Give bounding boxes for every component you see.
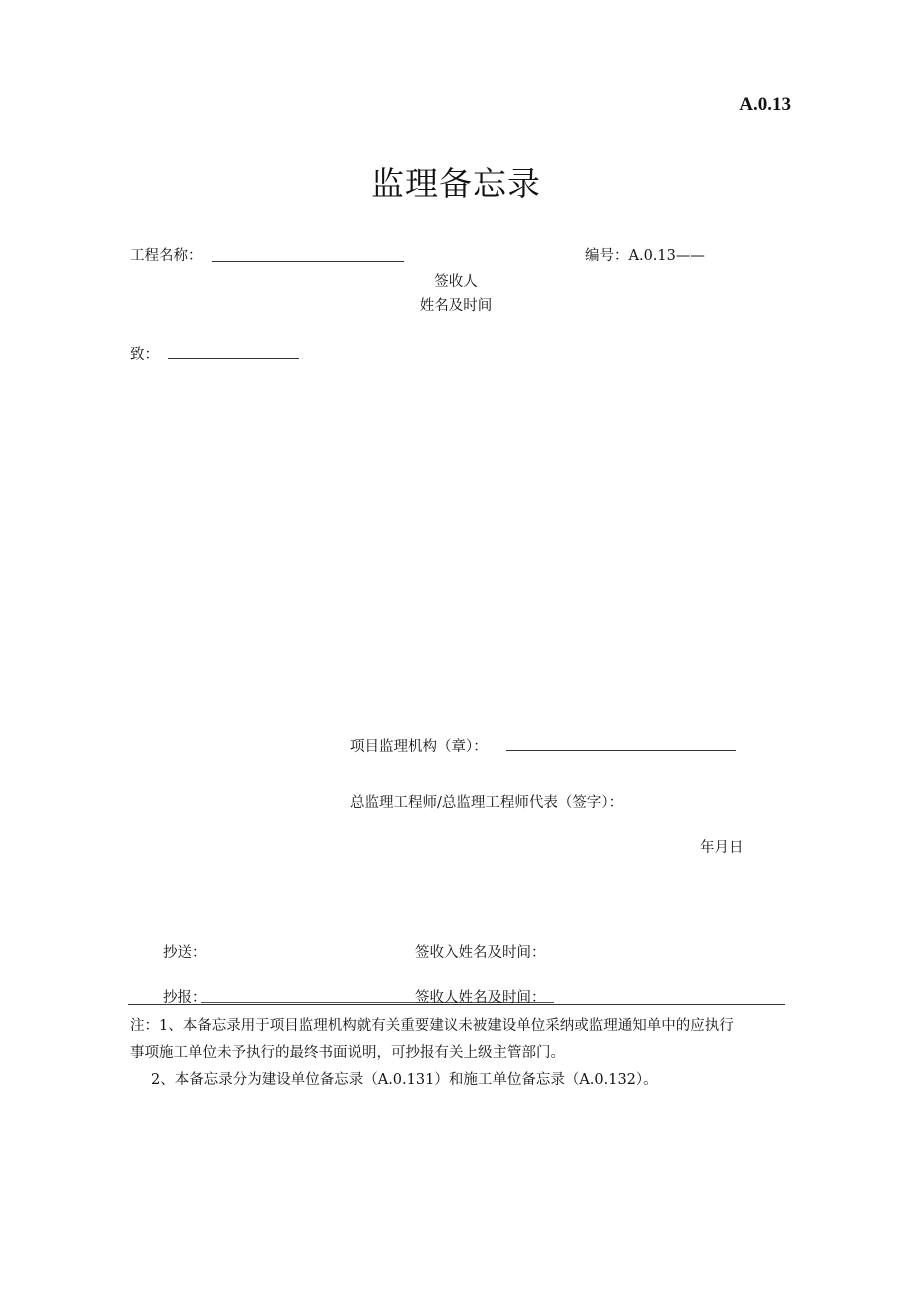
org-seal-label: 项目监理机构（章）： (350, 739, 488, 755)
project-name-field[interactable] (212, 261, 404, 262)
report-label: 抄报： (163, 990, 207, 1006)
note-1-line-2: 事项施工单位未予执行的最终书面说明，可抄报有关上级主管部门。 (130, 1045, 565, 1061)
form-code: A.0.13 (739, 94, 791, 115)
note-1-line-1: 注：1、本备忘录用于项目监理机构就有关重要建议未被建设单位采纳或监理通知单中的应执行 (130, 1018, 734, 1034)
receiver-line-1: 签收人 (434, 274, 478, 290)
date-label: 年月日 (700, 840, 744, 856)
chief-engineer-signature-label: 总监理工程师/总监理工程师代表（签字）： (350, 795, 624, 811)
report-receiver-label: 签收人姓名及时间： (415, 990, 546, 1006)
serial-number-label: 编号：A.0.13—— (585, 248, 705, 264)
note-2: 2、本备忘录分为建设单位备忘录（A.0.131）和施工单位备忘录（A.0.132）。 (151, 1072, 658, 1088)
page-title: 监理备忘录 (371, 164, 541, 203)
project-name-label: 工程名称： (130, 248, 203, 264)
cc-receiver-label: 签收入姓名及时间： (415, 945, 546, 961)
receiver-line-2: 姓名及时间 (419, 298, 493, 314)
to-label: 致： (130, 347, 159, 363)
org-seal-field[interactable] (506, 750, 736, 751)
to-field[interactable] (168, 358, 299, 359)
notes-separator (128, 1004, 785, 1005)
cc-label: 抄送： (163, 945, 207, 961)
memo-body[interactable] (130, 380, 785, 720)
